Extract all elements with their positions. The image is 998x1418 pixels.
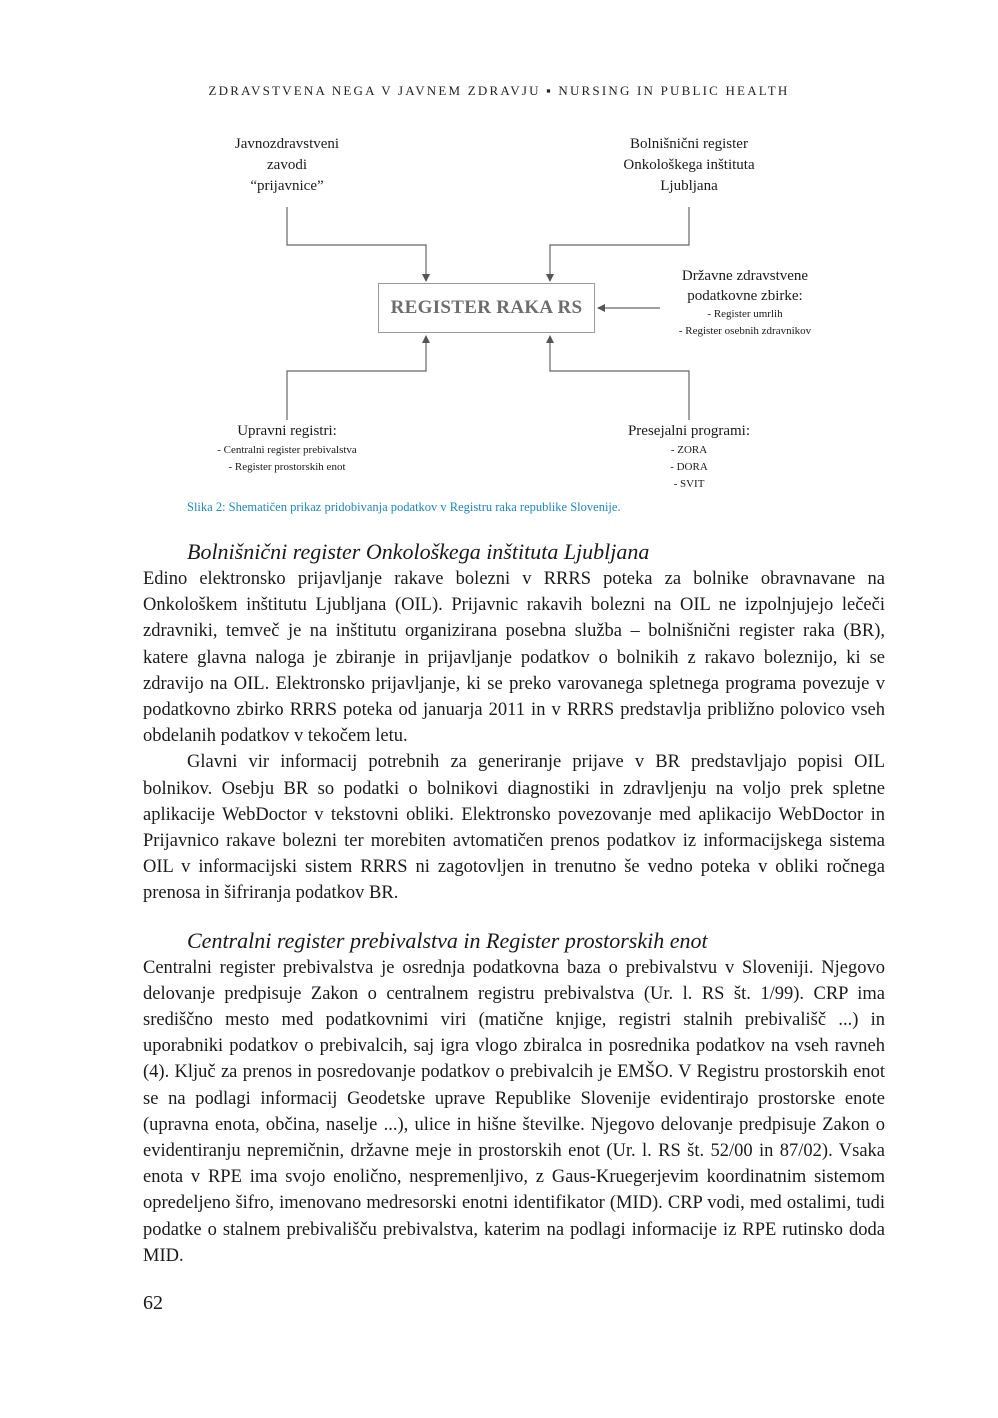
node-top-left: Javnozdravstveni zavodi “prijavnice” bbox=[234, 136, 340, 194]
diagram-connectors bbox=[0, 0, 998, 520]
connector-top-left bbox=[287, 207, 426, 281]
node-bottom-left: Upravni registri: - Centralni register prebivalstva - Register prostorskih enot bbox=[217, 423, 357, 473]
section-heading: Bolnišnični register Onkološkega inštituta Ljubljana bbox=[187, 539, 650, 564]
section-heading: Centralni register prebivalstva in Register prostorskih enot bbox=[187, 927, 708, 953]
paragraph: Glavni vir informacij potrebnih za generiranje prijave v BR predstavljajo popisi OIL bolnikov. Osebju BR so podatki o bolnikovi diagnostiki in zdravljenju na voljo prek spletne aplikacije WebDoctor v tekstovni obliki. Elektronsko povezovanje med aplikacijo WebDoctor in Prijavnico rakave bolezni ter morebiten avtomatičen prenos podatkov iz informacijskega sistema OIL v informacijski sistem RRRS ni zagotovljen in trenutno še vedno poteka v obliki ročnega prenosa in šifriranja podatkov BR. bbox=[143, 752, 885, 904]
running-head: ZDRAVSTVENA NEGA V JAVNEM ZDRAVJU ▪ NURSING IN PUBLIC HEALTH bbox=[208, 83, 790, 98]
body-text bbox=[143, 538, 885, 1269]
paragraph: Edino elektronsko prijavljanje rakave bolezni v RRRS poteka za bolnike obravnavane na Onkološkem inštitutu Ljubljana (OIL). Prijavnic rakavih bolezni na OIL ne izpolnjujejo lečeči zdravniki, temveč je na inštitutu organizirana posebna služba – bolnišnični register raka (BR), katere glavna naloga je zbiranje in prijavljanje podatkov o bolnikih z rakavo boleznijo, ki se zdravijo na OIL. Elektronsko prijavljanje, ki se preko varovanega spletnega programa povezuje v podatkovno zbirko RRRS poteka od januarja 2011 in v RRRS predstavlja približno polovico vseh obdelanih podatkov v tekočem letu. bbox=[143, 569, 885, 747]
node-right: Državne zdravstvene podatkovne zbirke: - Register umrlih - Register osebnih zdravnikov bbox=[678, 268, 812, 337]
node-top-right: Bolnišnični register Onkološkega inštituta Ljubljana bbox=[623, 136, 755, 194]
page-number: 62 bbox=[143, 1292, 163, 1314]
central-register-box: REGISTER RAKA RS bbox=[378, 283, 595, 333]
node-bottom-right: Presejalni programi: - ZORA - DORA - SVIT bbox=[627, 423, 751, 490]
connector-bottom-left bbox=[287, 336, 426, 420]
connector-bottom-right bbox=[550, 336, 689, 420]
figure-caption: Slika 2: Shematičen prikaz pridobivanja podatkov v Registru raka republike Slovenije. bbox=[187, 500, 621, 514]
paragraph: Centralni register prebivalstva je osrednja podatkovna baza o prebivalstvu v Sloveniji. Njegovo delovanje predpisuje Zakon o centralnem registru prebivalstva (Ur. l. RS št. 1/99). CRP ima središčno mesto med podatkovnimi viri (matične knjige, registri stalnih prebivališč ...) in uporabniki podatkov o prebivalcih, saj igra vlogo zbiralca in posrednika podatkov na vseh ravneh (4). Ključ za prenos in posredovanje podatkov o prebivalcih je EMŠO. V Registru prostorskih enot se na podlagi informacij Geodetske uprave Republike Slovenije evidentirajo prostorske enote (upravna enota, občina, naselje ...), ulice in hišne številke. Njegovo delovanje predpisuje Zakon o evidentiranju nepremičnin, državne meje in prostorskih enot (Ur. l. RS št. 52/00 in 87/02). Vsaka enota v RPE ima svojo enolično, nespremenljivo, z Gaus-Kruegerjevim koordinatnim sistemom opredeljeno šifro, imenovano medresorski enotni identifikator (MID). CRP vodi, med ostalimi, tudi podatke o stalnem prebivališču prebivalstva, katerim na podlagi informacije iz RPE rutinsko doda MID. bbox=[143, 957, 885, 1266]
register-flow-diagram bbox=[0, 0, 998, 520]
